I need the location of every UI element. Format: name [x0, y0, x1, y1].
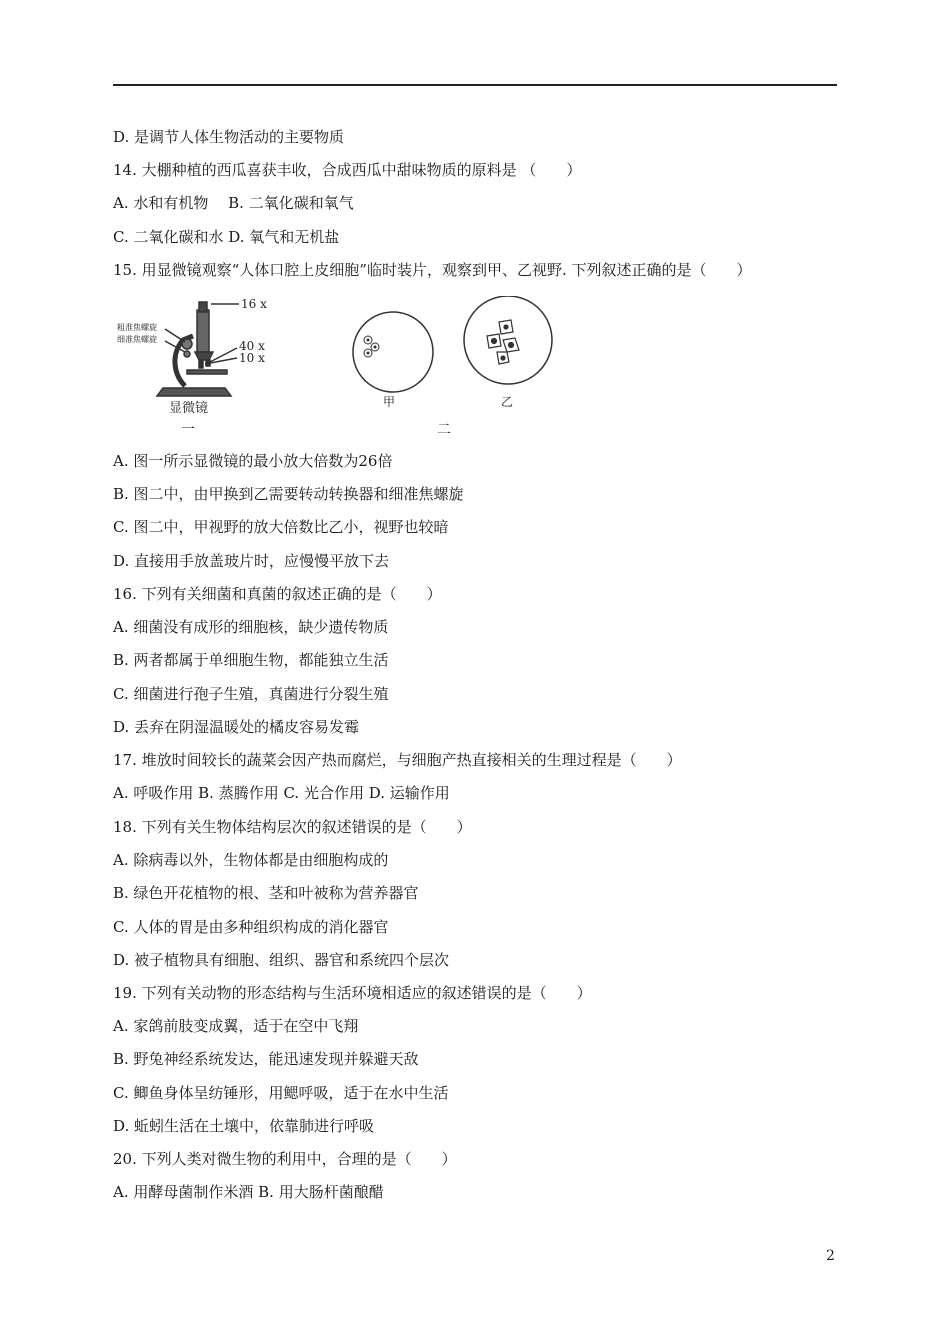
- option-16a: A. 细菌没有成形的细胞核，缺少遗传物质: [113, 618, 389, 636]
- options-14-cd: C. 二氧化碳和水 D. 氧气和无机盐: [113, 228, 340, 246]
- option-16d: D. 丢弃在阴湿温暖处的橘皮容易发霉: [113, 718, 360, 736]
- microscope-caption: 显微镜: [169, 401, 209, 416]
- field-of-view-jia: [353, 312, 433, 392]
- coarse-adjustment-label: 粗准焦螺旋: [117, 323, 157, 332]
- option-18a: A. 除病毒以外，生物体都是由细胞构成的: [113, 851, 389, 869]
- option-19a: A. 家鸽前肢变成翼，适于在空中飞翔: [113, 1017, 359, 1035]
- option-19b: B. 野兔神经系统发达，能迅速发现并躲避天敌: [113, 1050, 419, 1068]
- fine-adjustment-label: 细准焦螺旋: [117, 335, 157, 344]
- option-15b: B. 图二中，由甲换到乙需要转动转换器和细准焦螺旋: [113, 485, 464, 503]
- question-18: 18. 下列有关生物体结构层次的叙述错误的是（ ）: [113, 818, 472, 836]
- figure-two-label: 二: [437, 422, 451, 436]
- field-yi-label: 乙: [501, 395, 514, 409]
- option-16c: C. 细菌进行孢子生殖，真菌进行分裂生殖: [113, 685, 389, 703]
- options-20-ab: A. 用酵母菌制作米酒 B. 用大肠杆菌酿醋: [113, 1183, 384, 1201]
- option-15c: C. 图二中，甲视野的放大倍数比乙小，视野也较暗: [113, 518, 449, 536]
- microscope-drawing: [157, 302, 239, 396]
- option-19c: C. 鲫鱼身体呈纺锤形，用鳃呼吸，适于在水中生活: [113, 1084, 449, 1102]
- question-15: 15. 用显微镜观察“人体口腔上皮细胞”临时装片，观察到甲、乙视野. 下列叙述正确的是（ ）: [113, 261, 752, 279]
- options-14-ab: A. 水和有机物 B. 二氧化碳和氧气: [113, 194, 354, 212]
- objective-10-label: 10 x: [239, 351, 265, 365]
- field-of-view-yi: [464, 296, 552, 384]
- option-16b: B. 两者都属于单细胞生物，都能独立生活: [113, 651, 389, 669]
- options-17: A. 呼吸作用 B. 蒸腾作用 C. 光合作用 D. 运输作用: [113, 784, 450, 802]
- ocular-label: 16 x: [241, 297, 267, 311]
- option-15d: D. 直接用手放盖玻片时，应慢慢平放下去: [113, 552, 390, 570]
- question-17: 17. 堆放时间较长的蔬菜会因产热而腐烂，与细胞产热直接相关的生理过程是（ ）: [113, 751, 682, 769]
- question-20: 20. 下列人类对微生物的利用中，合理的是（ ）: [113, 1150, 457, 1168]
- figure-microscope-views: [113, 296, 553, 436]
- option-18c: C. 人体的胃是由多种组织构成的消化器官: [113, 918, 389, 936]
- header-rule: [113, 84, 837, 86]
- figure-one-label: 一: [181, 422, 195, 436]
- option-19d: D. 蚯蚓生活在土壤中，依靠肺进行呼吸: [113, 1117, 375, 1135]
- option-15a: A. 图一所示显微镜的最小放大倍数为26倍: [113, 452, 393, 470]
- page-number: 2: [826, 1248, 835, 1264]
- question-16: 16. 下列有关细菌和真菌的叙述正确的是（ ）: [113, 585, 442, 603]
- objective-40-label: 40 x: [239, 339, 265, 353]
- option-18d: D. 被子植物具有细胞、组织、器官和系统四个层次: [113, 951, 450, 969]
- option-13d: D. 是调节人体生物活动的主要物质: [113, 128, 345, 146]
- field-jia-label: 甲: [383, 395, 396, 409]
- question-14: 14. 大棚种植的西瓜喜获丰收，合成西瓜中甜味物质的原料是 （ ）: [113, 161, 582, 179]
- question-19: 19. 下列有关动物的形态结构与生活环境相适应的叙述错误的是（ ）: [113, 984, 592, 1002]
- option-18b: B. 绿色开花植物的根、茎和叶被称为营养器官: [113, 884, 419, 902]
